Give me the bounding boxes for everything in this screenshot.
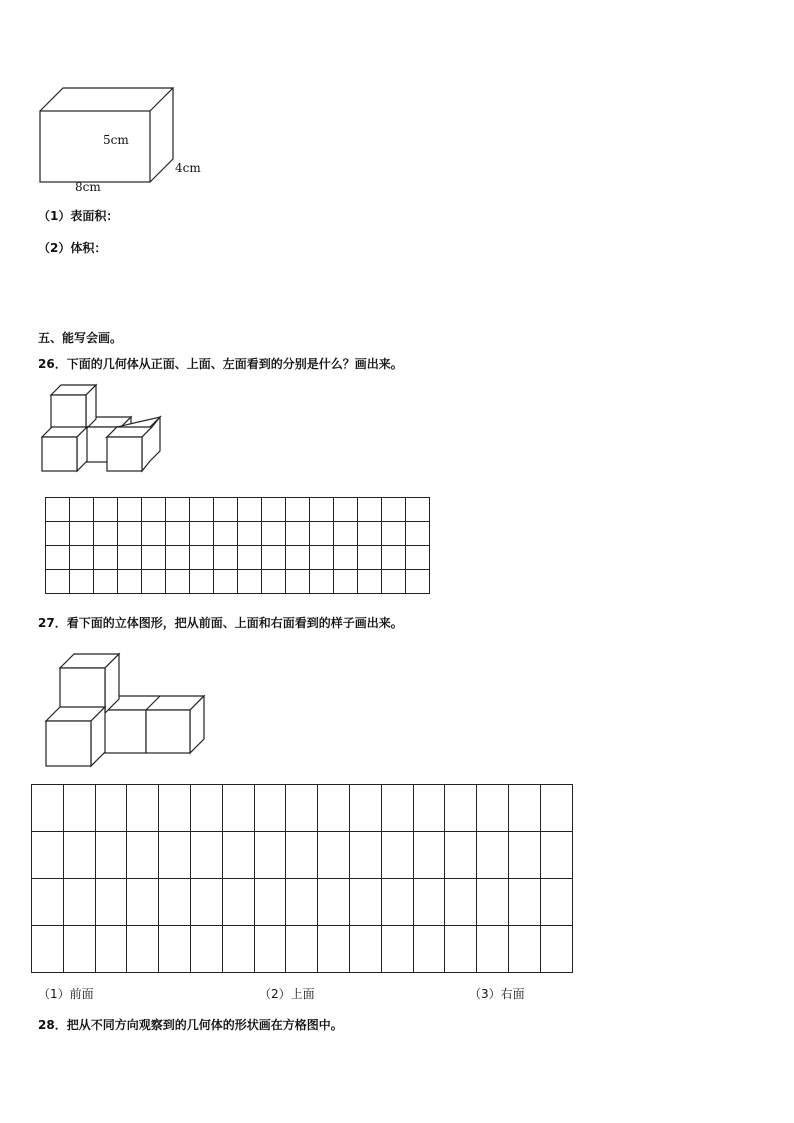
volume-prompt: （2）体积： — [38, 241, 107, 255]
depth-label: 4cm — [175, 161, 201, 175]
question-28-text: 28．把从不同方向观察到的几何体的形状画在方格图中。 — [38, 1018, 343, 1032]
length-label: 8cm — [75, 180, 101, 194]
right-view-label: （3）右面 — [469, 987, 525, 1001]
section-title: 五、能写会画。 — [38, 331, 123, 345]
question-27-text: 27．看下面的立体图形，把从前面、上面和右面看到的样子画出来。 — [38, 616, 403, 630]
top-view-label: （2）上面 — [259, 987, 315, 1001]
surface-area-prompt: （1）表面积： — [38, 209, 119, 223]
height-label: 5cm — [103, 133, 129, 147]
q27-answer-grid[interactable] — [31, 784, 573, 973]
front-view-label: （1）前面 — [38, 987, 94, 1001]
question-26-text: 26．下面的几何体从正面、上面、左面看到的分别是什么？画出来。 — [38, 357, 403, 371]
